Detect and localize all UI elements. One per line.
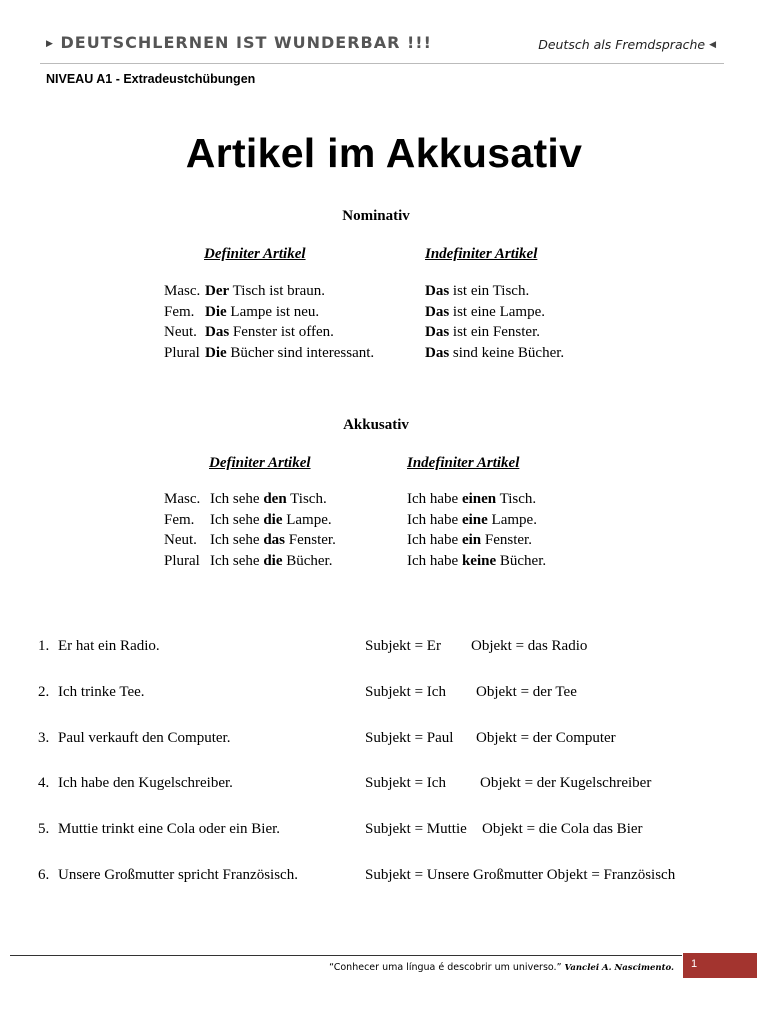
exercise-number: 6. — [38, 867, 50, 883]
exercise-answer — [365, 730, 616, 747]
definite-article: Der — [205, 283, 230, 299]
exercise-item — [38, 638, 160, 655]
definite-example — [205, 304, 319, 321]
exercise-number: 3. — [38, 730, 50, 746]
definite-noun: Tisch. — [290, 491, 327, 507]
nominativ-indefinite-header: Indefiniter Artikel — [425, 246, 538, 262]
answer-object: Objekt = der Kugelschreiber — [480, 775, 652, 791]
indefinite-example — [425, 345, 564, 362]
definite-article: das — [263, 532, 285, 548]
nominativ-definite-header: Definiter Artikel — [204, 246, 306, 262]
exercise-number: 5. — [38, 821, 50, 837]
exercise-number: 1. — [38, 638, 50, 654]
triangle-right-icon: ▶ — [46, 39, 54, 49]
exercise-item — [38, 775, 233, 792]
exercise-sentence: Unsere Großmutter spricht Französisch. — [58, 867, 298, 883]
indefinite-example — [407, 553, 546, 570]
indefinite-sentence: ist ein Fenster. — [452, 324, 540, 340]
page-title: Artikel im Akkusativ — [185, 130, 583, 176]
indefinite-example — [425, 324, 540, 341]
exercise-sentence: Er hat ein Radio. — [58, 638, 160, 654]
definite-prefix: Ich sehe — [210, 512, 260, 528]
akkusativ-indefinite-header: Indefiniter Artikel — [407, 455, 520, 471]
footer-signature: Vanclei A. Nascimento. — [564, 963, 674, 973]
indefinite-article: keine — [461, 553, 497, 569]
definite-prefix: Ich sehe — [210, 491, 260, 507]
exercise-answer — [365, 821, 643, 838]
answer-object: Objekt = der Tee — [476, 684, 577, 700]
indefinite-example — [407, 532, 532, 549]
exercise-answer — [365, 775, 652, 792]
exercise-item — [38, 867, 298, 884]
exercise-sentence: Paul verkauft den Computer. — [58, 730, 231, 746]
answer-subject: Subjekt = Ich — [365, 775, 446, 791]
header-subtitle — [538, 37, 716, 52]
definite-sentence: Tisch ist braun. — [232, 283, 326, 299]
answer-subject: Subjekt = Paul — [365, 730, 454, 746]
page-number: 1 — [691, 958, 698, 970]
definite-example — [210, 532, 336, 549]
header-subtitle-text: Deutsch als Fremdsprache — [538, 37, 706, 52]
indefinite-sentence: ist ein Tisch. — [452, 283, 530, 299]
level-label: NIVEAU A1 - Extradeustchübungen — [46, 72, 256, 86]
exercise-answer — [365, 867, 675, 884]
indefinite-prefix: Ich habe — [407, 491, 459, 507]
answer-object: Objekt = Französisch — [546, 867, 676, 883]
triangle-left-icon: ◀ — [709, 40, 716, 50]
definite-article: die — [263, 512, 283, 528]
case-label: Masc. — [164, 491, 201, 507]
indefinite-sentence: sind keine Bücher. — [452, 345, 565, 361]
definite-article: Das — [205, 324, 230, 340]
definite-example — [210, 553, 332, 570]
definite-example — [205, 324, 334, 341]
case-label: Plural — [164, 345, 200, 361]
indefinite-article: ein — [461, 532, 482, 548]
footer-divider — [10, 955, 682, 956]
definite-example — [205, 283, 325, 300]
case-label: Neut. — [164, 324, 197, 340]
exercise-number: 2. — [38, 684, 50, 700]
exercise-answer — [365, 638, 588, 655]
definite-article: die — [263, 553, 283, 569]
definite-example — [205, 345, 374, 362]
indefinite-example — [425, 304, 545, 321]
definite-sentence: Fenster ist offen. — [232, 324, 334, 340]
indefinite-article: Das — [425, 304, 450, 320]
exercise-item — [38, 684, 145, 701]
header-title — [46, 33, 432, 52]
definite-sentence: Bücher sind interessant. — [230, 345, 375, 361]
answer-object: Objekt = das Radio — [471, 638, 588, 654]
definite-article: den — [263, 491, 287, 507]
indefinite-article: Das — [425, 283, 450, 299]
definite-noun: Lampe. — [286, 512, 332, 528]
nominativ-heading: Nominativ — [342, 208, 410, 224]
exercise-sentence: Ich habe den Kugelschreiber. — [58, 775, 233, 791]
indefinite-example — [407, 512, 537, 529]
akkusativ-heading: Akkusativ — [343, 417, 409, 433]
case-label: Fem. — [164, 512, 195, 528]
answer-object: Objekt = der Computer — [476, 730, 616, 746]
indefinite-noun: Lampe. — [491, 512, 537, 528]
indefinite-noun: Fenster. — [484, 532, 532, 548]
indefinite-prefix: Ich habe — [407, 553, 459, 569]
case-label: Plural — [164, 553, 200, 569]
akkusativ-definite-header: Definiter Artikel — [209, 455, 311, 471]
definite-article: Die — [205, 304, 227, 320]
indefinite-article: Das — [425, 324, 450, 340]
header-title-text: DEUTSCHLERNEN IST WUNDERBAR !!! — [60, 33, 432, 52]
definite-prefix: Ich sehe — [210, 553, 260, 569]
definite-example — [210, 512, 332, 529]
exercise-item — [38, 821, 280, 838]
indefinite-prefix: Ich habe — [407, 532, 459, 548]
answer-subject: Subjekt = Ich — [365, 684, 446, 700]
answer-subject: Subjekt = Er — [365, 638, 441, 654]
footer-quote — [329, 962, 674, 973]
footer-quote-text: “Conhecer uma língua é descobrir um universo.” — [329, 962, 562, 973]
definite-noun: Bücher. — [286, 553, 333, 569]
definite-example — [210, 491, 327, 508]
header-divider — [40, 63, 724, 64]
indefinite-article: Das — [425, 345, 450, 361]
case-label: Neut. — [164, 532, 197, 548]
case-label: Fem. — [164, 304, 195, 320]
indefinite-example — [425, 283, 529, 300]
case-label: Masc. — [164, 283, 201, 299]
indefinite-noun: Bücher. — [499, 553, 547, 569]
definite-article: Die — [205, 345, 227, 361]
indefinite-noun: Tisch. — [499, 491, 537, 507]
indefinite-sentence: ist eine Lampe. — [452, 304, 545, 320]
exercise-sentence: Ich trinke Tee. — [58, 684, 145, 700]
definite-noun: Fenster. — [288, 532, 336, 548]
exercise-number: 4. — [38, 775, 50, 791]
indefinite-example — [407, 491, 536, 508]
exercise-item — [38, 730, 230, 747]
answer-subject: Subjekt = Unsere Großmutter — [365, 867, 544, 883]
exercise-answer — [365, 684, 577, 701]
answer-object: Objekt = die Cola das Bier — [482, 821, 643, 837]
indefinite-prefix: Ich habe — [407, 512, 459, 528]
answer-subject: Subjekt = Muttie — [365, 821, 467, 837]
indefinite-article: einen — [461, 491, 497, 507]
definite-prefix: Ich sehe — [210, 532, 260, 548]
page-number-box — [683, 953, 757, 978]
indefinite-article: eine — [461, 512, 488, 528]
exercise-sentence: Muttie trinkt eine Cola oder ein Bier. — [58, 821, 281, 837]
definite-sentence: Lampe ist neu. — [230, 304, 320, 320]
